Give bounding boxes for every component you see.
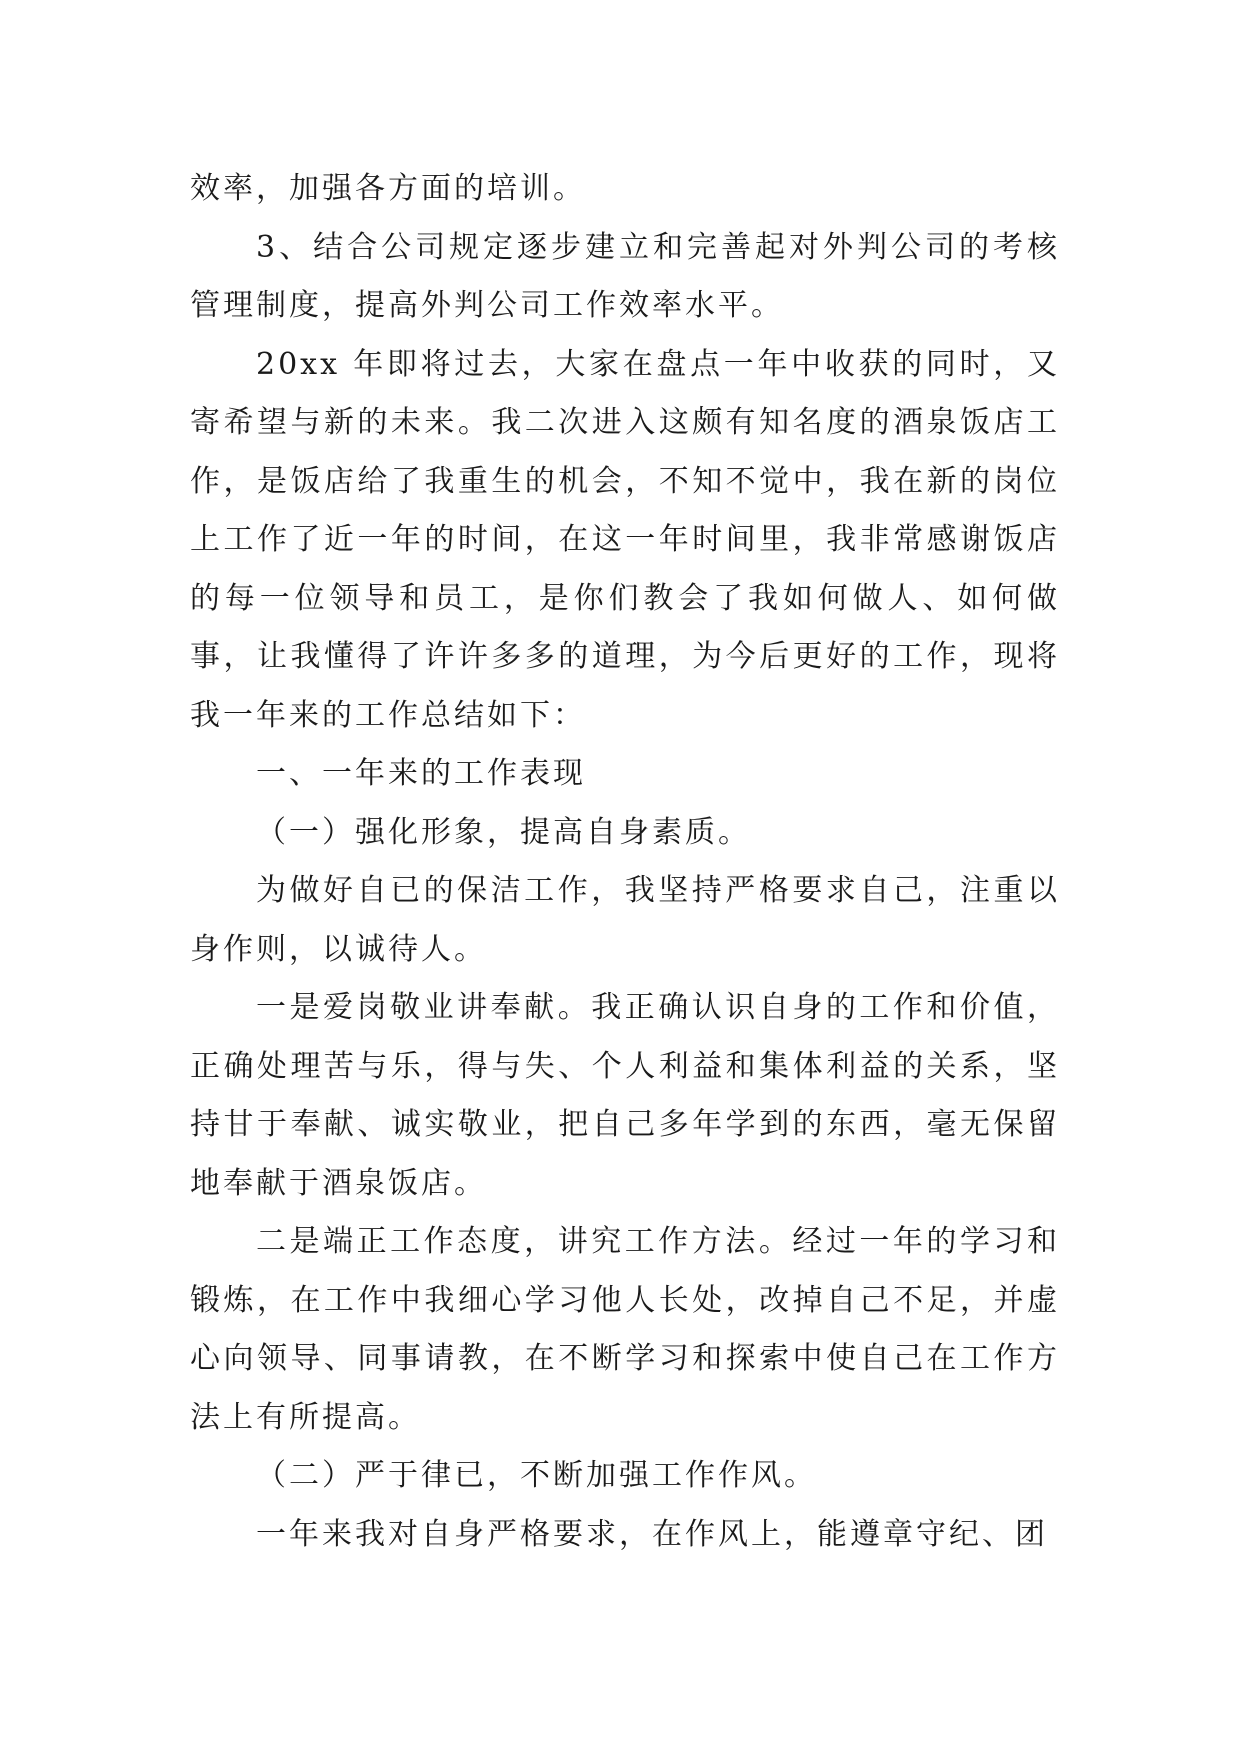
paragraph-6: 二是端正工作态度，讲究工作方法。经过一年的学习和锻炼，在工作中我细心学习他人长处，改掉自己不足，并虚心向领导、同事请教，在不断学习和探索中使自己在工作方法上有所提高。 [190,1224,1060,1435]
paragraph-7: 一年来我对自身严格要求，在作风上，能遵章守纪、团 [256,1516,1048,1552]
subsection-heading-2: （二）严于律已，不断加强工作作风。 [256,1458,817,1493]
paragraph-5: 一是爱岗敬业讲奉献。我正确认识自身的工作和价值，正确处理苦与乐，得与失、个人利益和集体利益的关系，坚持甘于奉献、诚实敬业，把自己多年学到的东西，毫无保留地奉献于酒泉饭店。 [190,990,1060,1201]
paragraph-2: 3、结合公司规定逐步建立和完善起对外判公司的考核管理制度，提高外判公司工作效率水平。 [190,229,1060,323]
subsection-heading-1: （一）强化形象，提高自身素质。 [256,814,751,850]
paragraph-3: 20xx 年即将过去，大家在盘点一年中收获的同时，又寄希望与新的未来。我二次进入这颇有知名度的酒泉饭店工作，是饭店给了我重生的机会，不知不觉中，我在新的岗位上工作了近一年的时间，在这一年时间里，我非常感谢饭店的每一位领导和员工，是你们教会了我如何做人、如何做事，让我懂得了许许多多的道理，为今后更好的工作，现将我一年来的工作总结如下： [190,346,1060,733]
paragraph-4: 为做好自已的保洁工作，我坚持严格要求自己，注重以身作则，以诚待人。 [190,873,1060,967]
document-body [190,160,1060,1564]
section-heading-1: 一、一年来的工作表现 [256,756,586,791]
paragraph-1: 效率，加强各方面的培训。 [190,171,586,206]
